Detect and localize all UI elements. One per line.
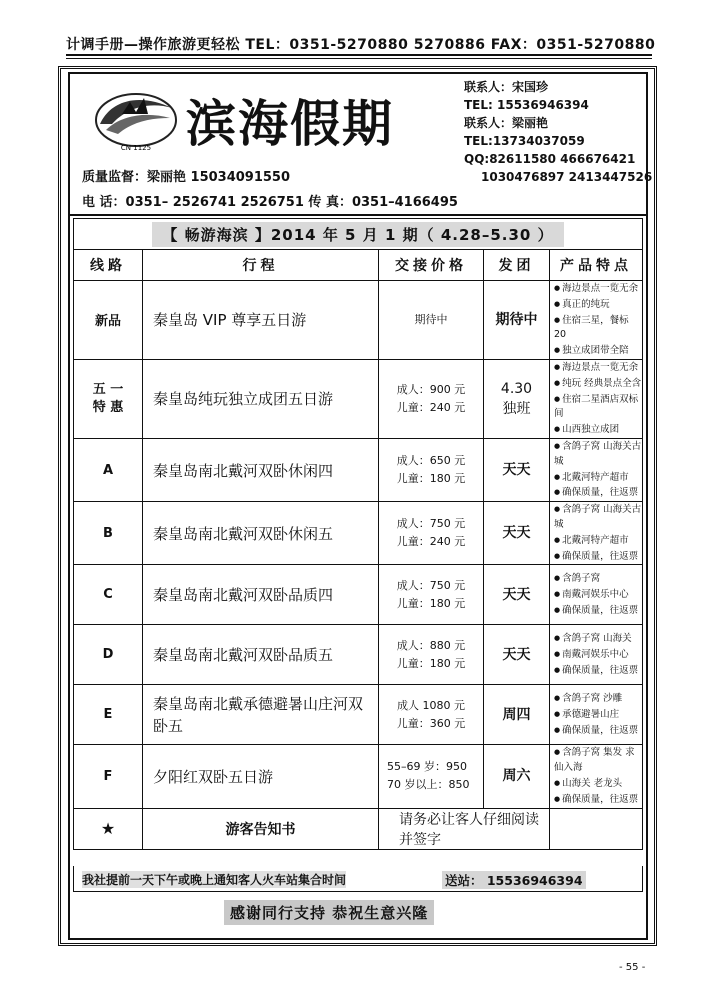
feature-item: ● 确保质量，往返票 (554, 792, 642, 808)
route-departure (484, 281, 550, 360)
table-header-row (74, 250, 643, 281)
notice-row (74, 808, 643, 849)
contact-tel-2: TEL:13734037059 (464, 134, 585, 148)
route-name: 秦皇岛南北戴河双卧休闲四 (143, 438, 379, 501)
route-features (550, 359, 643, 438)
star-icon: ★ (74, 808, 143, 849)
itinerary-table (73, 218, 643, 850)
route-features (550, 745, 643, 808)
feature-item: ● 承德避暑山庄 (554, 707, 642, 723)
col-header-price: 交接价格 (379, 250, 484, 281)
departure-value: 4.30 (500, 380, 533, 397)
col-header-departure: 发团 (484, 250, 550, 281)
feature-item: ● 确保质量，往返票 (554, 485, 642, 501)
logo-caption: CN 1125 (120, 144, 152, 152)
departure-value: 期待中 (495, 311, 538, 328)
price-child: 儿童：180 元 (396, 656, 466, 670)
top-header-line: 计调手册—操作旅游更轻松 TEL：0351-5270880 5270886 FAX：0351-5270880 (66, 37, 656, 53)
footer-notice: 我社提前一天下午或晚上通知客人火车站集合时间 (82, 873, 347, 887)
footer-thanks: 感谢同行支持 恭祝生意兴隆 (224, 900, 434, 925)
banner-title: 【 畅游海滨 】2014 年 5 月 1 期（ 4.28–5.30 ） (152, 222, 563, 247)
route-features (550, 685, 643, 745)
col-header-line: 线路 (74, 250, 143, 281)
contact-qq-1: QQ:82611580 466676421 (464, 152, 636, 166)
feature-item: ● 北戴河特产超市 (554, 533, 642, 549)
table-row (74, 685, 643, 745)
logo-wave-icon (92, 84, 180, 154)
col-header-trip: 行程 (143, 250, 379, 281)
feature-item: ● 确保质量，往返票 (554, 603, 642, 619)
route-departure: 天天 (484, 438, 550, 501)
notice-title: 游客告知书 (143, 808, 379, 849)
route-name: 秦皇岛南北戴河双卧品质五 (143, 625, 379, 685)
price-adult: 成人：900 元 (396, 382, 466, 396)
table-row (74, 745, 643, 808)
feature-item: ● 真正的纯玩 (554, 297, 642, 313)
route-features (550, 502, 643, 565)
route-code: C (74, 565, 143, 625)
table-row (74, 438, 643, 501)
price-adult: 成人：750 元 (396, 578, 466, 592)
route-departure: 周六 (484, 745, 550, 808)
route-departure: 天天 (484, 565, 550, 625)
route-name: 秦皇岛 VIP 尊享五日游 (143, 281, 379, 360)
route-code: E (74, 685, 143, 745)
quality-supervisor: 质量监督：梁丽艳 15034091550 (82, 170, 291, 185)
feature-item: ● 含鸽子窝 (554, 571, 642, 587)
contact-qq-2: 1030476897 2413447526 (481, 170, 653, 184)
feature-item: ● 海边景点一览无余 (554, 360, 642, 376)
footer-transfer-row (73, 866, 643, 892)
price-adult: 成人：880 元 (396, 638, 466, 652)
footer-transfer-phone: 送站： 15536946394 (442, 871, 586, 889)
notice-blank (550, 808, 643, 849)
feature-item: ● 确保质量，往返票 (554, 723, 642, 739)
route-code: 新品 (74, 281, 143, 360)
route-price (379, 359, 484, 438)
route-code: A (74, 438, 143, 501)
route-name: 秦皇岛纯玩独立成团五日游 (143, 359, 379, 438)
route-features (550, 438, 643, 501)
price-age-2: 70 岁以上：850 (387, 778, 470, 792)
price-child: 儿童：180 元 (396, 472, 466, 486)
route-code: F (74, 745, 143, 808)
price-adult: 成人：750 元 (396, 517, 466, 531)
brand-title: 滨海假期 (186, 95, 394, 153)
top-divider (66, 54, 652, 56)
route-features (550, 625, 643, 685)
route-price (379, 438, 484, 501)
feature-item: ● 住宿二星酒店双标间 (554, 392, 642, 423)
feature-item: ● 南戴河娱乐中心 (554, 647, 642, 663)
feature-item: ● 南戴河娱乐中心 (554, 587, 642, 603)
route-price (379, 685, 484, 745)
route-price (379, 565, 484, 625)
price-child: 儿童：240 元 (396, 535, 466, 549)
route-price (379, 281, 484, 360)
route-features (550, 565, 643, 625)
feature-item: ● 纯玩 经典景点全含 (554, 376, 642, 392)
table-row (74, 281, 643, 360)
departure-note: 独班 (502, 400, 531, 417)
feature-item: ● 住宿三星，餐标 20 (554, 313, 642, 344)
table-row (74, 625, 643, 685)
route-price (379, 502, 484, 565)
route-departure: 天天 (484, 502, 550, 565)
price-child: 儿童：240 元 (396, 400, 466, 414)
price-adult: 期待中 (414, 312, 448, 326)
feature-item: ● 含鸽子窝 山海关古城 (554, 502, 642, 533)
price-adult: 成人 1080 元 (397, 698, 465, 712)
route-code: B (74, 502, 143, 565)
route-price (379, 745, 484, 808)
route-features (550, 281, 643, 360)
notice-text: 请务必让客人仔细阅读并签字 (379, 808, 550, 849)
price-child: 儿童：180 元 (396, 596, 466, 610)
feature-item: ● 含鸽子窝 山海关古城 (554, 439, 642, 470)
banner-row (74, 219, 643, 250)
route-code: D (74, 625, 143, 685)
feature-item: ● 山海关 老龙头 (554, 776, 642, 792)
table-row (74, 565, 643, 625)
feature-item: ● 含鸽子窝 沙雕 (554, 691, 642, 707)
feature-item: ● 含鸽子窝 山海关 (554, 631, 642, 647)
route-name: 秦皇岛南北戴河双卧品质四 (143, 565, 379, 625)
route-departure (484, 359, 550, 438)
contact-block (464, 78, 652, 186)
route-departure: 周四 (484, 685, 550, 745)
price-child: 儿童：360 元 (396, 716, 466, 730)
route-name: 秦皇岛南北戴河双卧休闲五 (143, 502, 379, 565)
feature-item: ● 海边景点一览无余 (554, 281, 642, 297)
route-name: 秦皇岛南北戴承德避暑山庄河双卧五 (143, 685, 379, 745)
feature-item: ● 山西独立成团 (554, 422, 642, 438)
feature-item: ● 北戴河特产超市 (554, 470, 642, 486)
feature-item: ● 含鸽子窝 集发 求仙入海 (554, 745, 642, 776)
top-divider-thin (66, 58, 652, 59)
price-adult: 成人：650 元 (396, 454, 466, 468)
table-row (74, 502, 643, 565)
col-header-features: 产品特点 (550, 250, 643, 281)
route-code: 五 一 特 惠 (74, 359, 143, 438)
page-number: - 55 - (619, 962, 646, 973)
header-divider (68, 214, 648, 216)
table-row (74, 359, 643, 438)
feature-item: ● 独立成团带全陪 (554, 343, 642, 359)
route-name: 夕阳红双卧五日游 (143, 745, 379, 808)
phone-fax-line: 电 话：0351– 2526741 2526751 传 真：0351–4166495 (82, 195, 458, 210)
contact-person-2: 联系人：梁丽艳 (464, 116, 549, 130)
feature-item: ● 确保质量，往返票 (554, 663, 642, 679)
feature-item: ● 确保质量，往返票 (554, 549, 642, 565)
contact-tel-1: TEL: 15536946394 (464, 98, 589, 112)
contact-person-1: 联系人：宋国珍 (464, 80, 549, 94)
route-departure: 天天 (484, 625, 550, 685)
route-price (379, 625, 484, 685)
price-age-1: 55–69 岁：950 (387, 760, 467, 774)
